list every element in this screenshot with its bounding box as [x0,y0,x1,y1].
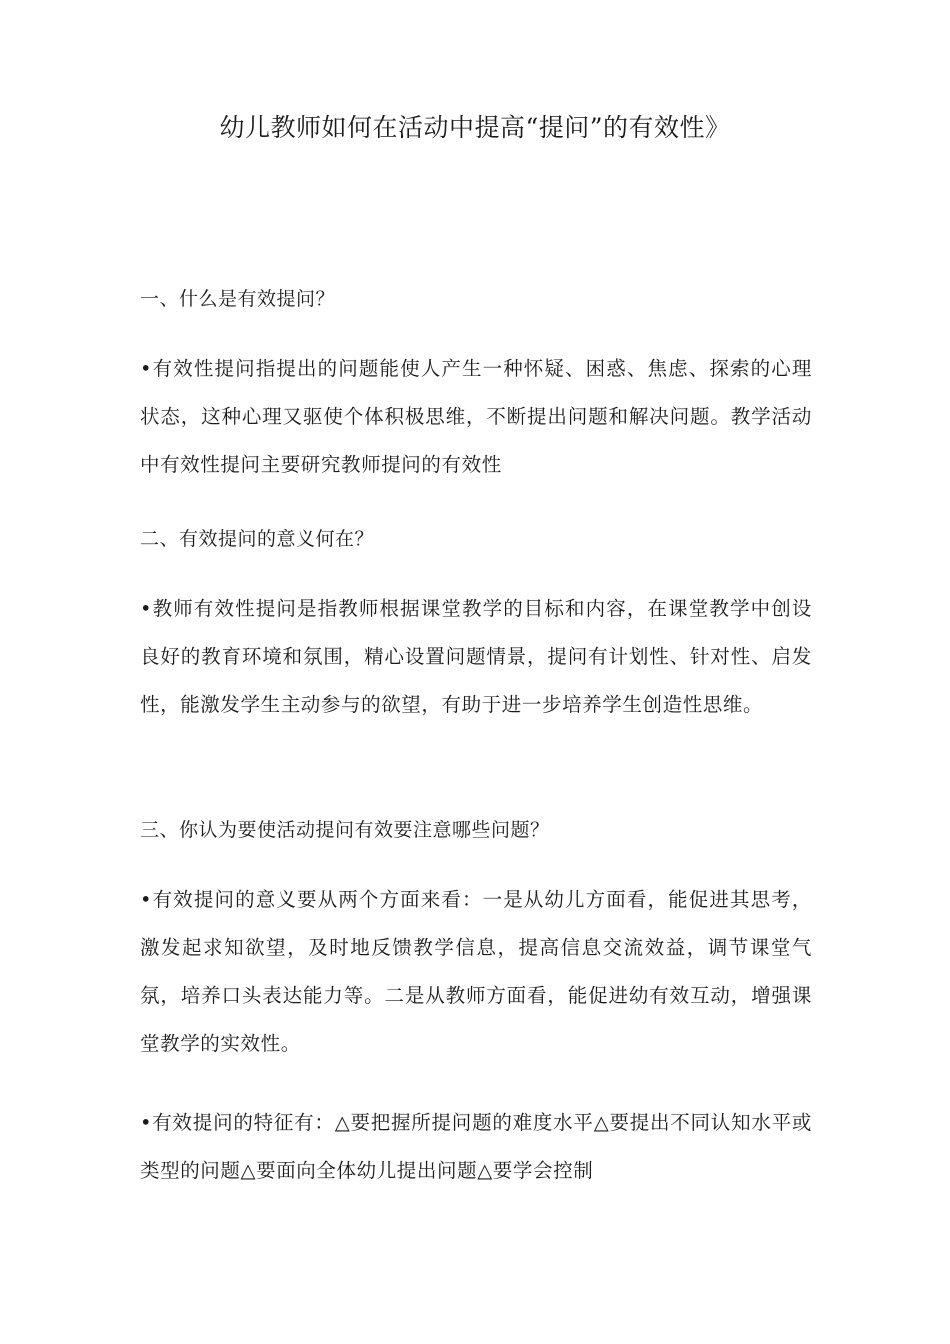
section-3-paragraph-2: •有效提问的特征有：△要把握所提问题的难度水平△要提出不同认知水平或类型的问题△要面向全体幼儿提出问题△要学会控制 [140,1111,812,1182]
section-2-heading: 二、有效提问的意义何在？ [140,528,375,550]
section-3-paragraph-1: •有效提问的意义要从两个方面来看：一是从幼儿方面看，能促进其思考，激发起求知欲望，及时地反馈教学信息，提高信息交流效益，调节课堂气氛，培养口头表达能力等。二是从教师方面看，能促进幼有效互动，增强课堂教学的实效性。 [140,888,812,1055]
section-1-paragraph: •有效性提问指提出的问题能使人产生一种怀疑、困惑、焦虑、探索的心理状态，这种心理又驱使个体积极思维，不断提出问题和解决问题。教学活动中有效性提问主要研究教师提问的有效性 [140,357,812,476]
section-3-heading: 三、你认为要使活动提问有效要注意哪些问题？ [140,819,550,841]
section-2-paragraph: •教师有效性提问是指教师根据课堂教学的目标和内容，在课堂教学中创设良好的教育环境和氛围，精心设置问题情景，提问有计划性、针对性、启发性，能激发学生主动参与的欲望，有助于进一步培养学生创造性思维。 [140,597,812,716]
section-1-heading: 一、什么是有效提问？ [140,288,336,310]
document-title: 幼儿教师如何在活动中提高“提问”的有效性》 [219,113,731,142]
